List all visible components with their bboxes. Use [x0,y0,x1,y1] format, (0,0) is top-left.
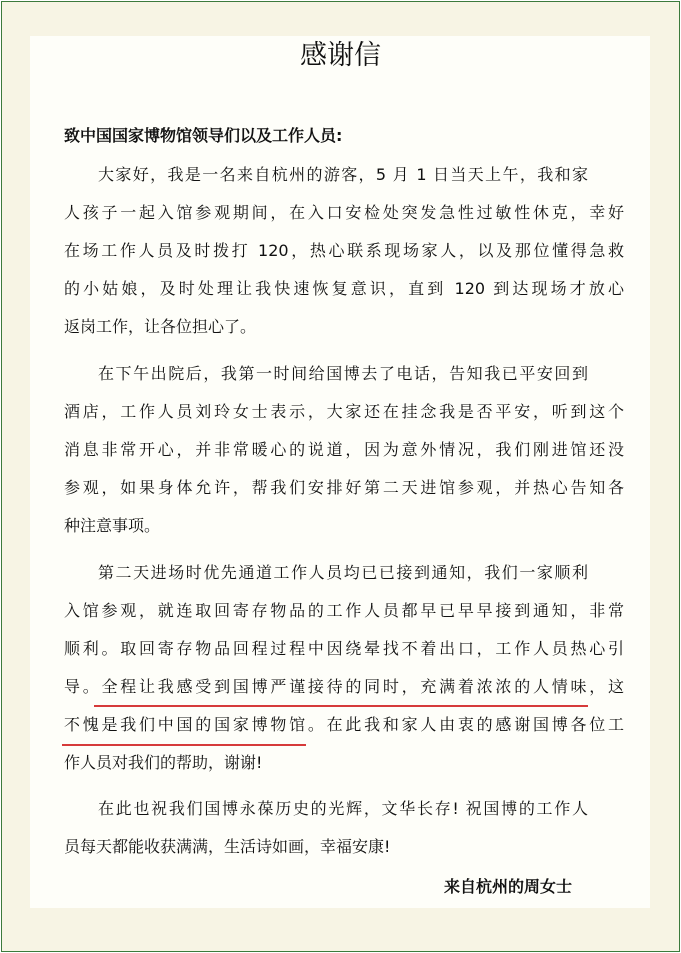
paragraph-line: 种注意事项。 [64,516,161,535]
paragraph-line: 的小姑娘，及时处理让我快速恢复意识，直到 120 到达现场才放心 [64,279,624,298]
paragraph-line: 消息非常开心，并非常暖心的说道，因为意外情况，我们刚进馆还没 [64,440,624,459]
paragraph-line: 返岗工作，让各位担心了。 [64,317,257,336]
highlight-underline-2 [62,744,306,746]
paragraph-line: 在下午出院后，我第一时间给国博去了电话，告知我已平安回到 [98,364,588,383]
paragraph-line: 导。全程让我感受到国博严谨接待的同时，充满着浓浓的人情味，这 [64,677,624,696]
paragraph-line: 人孩子一起入馆参观期间，在入口安检处突发急性过敏性休克，幸好 [64,203,624,222]
paragraph-line: 不愧是我们中国的国家博物馆。在此我和家人由衷的感谢国博各位工 [64,715,624,734]
highlight-underline-1 [94,705,588,707]
paragraph-line: 酒店，工作人员刘玲女士表示，大家还在挂念我是否平安，听到这个 [64,402,624,421]
paragraph-line: 大家好，我是一名来自杭州的游客，5 月 1 日当天上午，我和家 [98,165,588,184]
paragraph-line: 顺利。取回寄存物品回程过程中因绕晕找不着出口，工作人员热心引 [64,639,624,658]
paragraph-line: 入馆参观，就连取回寄存物品的工作人员都早已早早接到通知，非常 [64,601,624,620]
paragraph-line: 在此也祝我们国博永葆历史的光辉，文华长存! 祝国博的工作人 [98,799,588,818]
salutation: 致中国国家博物馆领导们以及工作人员: [64,126,343,145]
paragraph-line: 作人员对我们的帮助，谢谢! [64,753,263,772]
paragraph-line: 员每天都能收获满满，生活诗如画，幸福安康! [64,837,391,856]
paragraph-line: 第二天进场时优先通道工作人员均已已接到通知，我们一家顺利 [98,563,588,582]
paragraph-line: 参观，如果身体允许，帮我们安排好第二天进馆参观，并热心告知各 [64,478,624,497]
paragraph-line: 在场工作人员及时拨打 120，热心联系现场家人，以及那位懂得急救 [64,241,624,260]
letter-title: 感谢信 [300,40,381,71]
signature: 来自杭州的周女士 [444,877,573,896]
